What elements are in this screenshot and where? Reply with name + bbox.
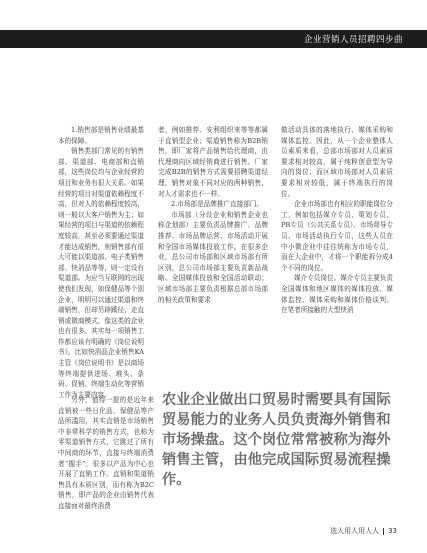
paragraph: 2.市场部是品牌推广直接部门。 <box>171 200 264 209</box>
paragraph: 市场部（分设企业和销售企业也称企划部）主要负责品牌推广、品牌推荐、市场品牌运营、市场活动开展和全国市场媒体投放工作。在很多企业，总公司市场部和区域市场部有所区别，总公司市场部主要负责新品战略、全国媒体投放和全国活动联动；区域市场部主要负责根据总部市场部的相关政策和要求 <box>158 210 268 304</box>
paragraph: 者，例如推荐、安利组织来等等都属于直销型企业；渠道销售称为B2B销售，即厂家将产品销售给代理商，由代理商向区域经销商进行销售。厂家完成B2B的销售方式需要招聘渠道经理，销售对象不同对应的两种销售，对人才需求也不一样。 <box>158 126 268 198</box>
paragraph: 1.销售部是销售业绩最基本的保障。 <box>58 126 144 145</box>
magazine-name: 选人用人用人人 <box>330 527 380 535</box>
section-title: 企业营销人员招聘四步曲 <box>303 35 403 45</box>
paragraph: 做活动具体的落地执行、媒体采购和媒体监控。因此，从一个企业整体人员素质来看，总部市场部对人员素质要求相对较高，属于纯粹创意型为导向的岗位；而区域市场部对人员素质要求相对较低，属于终端执行的岗位。 <box>281 126 393 198</box>
paragraph: 销售类部门常见的有销售部、渠道部、电商部和直销部，这些岗位均与企业经营的项目和业务有很大关系。如果经营的项目对渠道依赖程度不高，但对人的依赖程度较高，则一般以大客户销售为主；如果经营的项目与渠道的依赖程度较高，甚至必须要通过渠道才能达成销售，则销售部有很大可能以渠道部、电子类销售部、快消品等等，则一定设有渠道部。为应当互联网的出现使我们发现，如保健品等个别企业，明明可以通过渠道和终端销售，但却另辟蹊径，走直销或微商模式，像这类的企业也有很多。其实每一项销售工作都应该有明确的《岗位说明书》。比如快消品企业销售KA主管《岗位说明书》是以商场等终端提供进场、堆头、条码、促销、终端生动化等营销工作为主要内容。 <box>58 147 144 399</box>
column-2 <box>158 125 268 305</box>
page-header-band <box>0 30 427 48</box>
pull-quote: 农业企业做出口贸易时需要具有国际贸易能力的业务人员负责海外销售和市场操盘。这个岗位常常被称为海外销售主管，由他完成国际贸易流程操作。 <box>162 392 391 488</box>
column-3 <box>281 125 393 316</box>
paragraph: 企业市场部也有相应的职能岗位分工，例如包括媒介专员、策划专员、PR专员（公共关系专员）、市场督导专员、市场活动执行专员，这些人员在中小微企业中往往统称为市场专员，而在大企业中，才将一个职能拆分成4个不同的岗位。 <box>281 200 393 272</box>
paragraph: 另外，值得一提的是近年来直销被一些日化品、保健品等产品所滥用，其实直销是市场销售中非常科学的销售方式，也称为零渠道销售方式，它跳过了所有中间商的环节，直接与终端消费者“握手”，很多以产品为中心也开展了直销工作。直销和渠道销售具有本质区别，而有称为B2C销售，即产品的企业由销售代表直接面对最终消费 <box>58 396 154 510</box>
column-1 <box>58 125 144 400</box>
column-1-lower <box>58 395 154 512</box>
footer-divider <box>383 528 384 535</box>
page-number: 33 <box>388 527 397 535</box>
paragraph: 媒介专员岗位。媒介专员主要负责全国媒体和地区媒体的媒体投放、媒体监控、媒体采购和媒体价格谈判。在笔者所接触的大型快消 <box>281 274 393 315</box>
page-footer <box>330 526 397 536</box>
